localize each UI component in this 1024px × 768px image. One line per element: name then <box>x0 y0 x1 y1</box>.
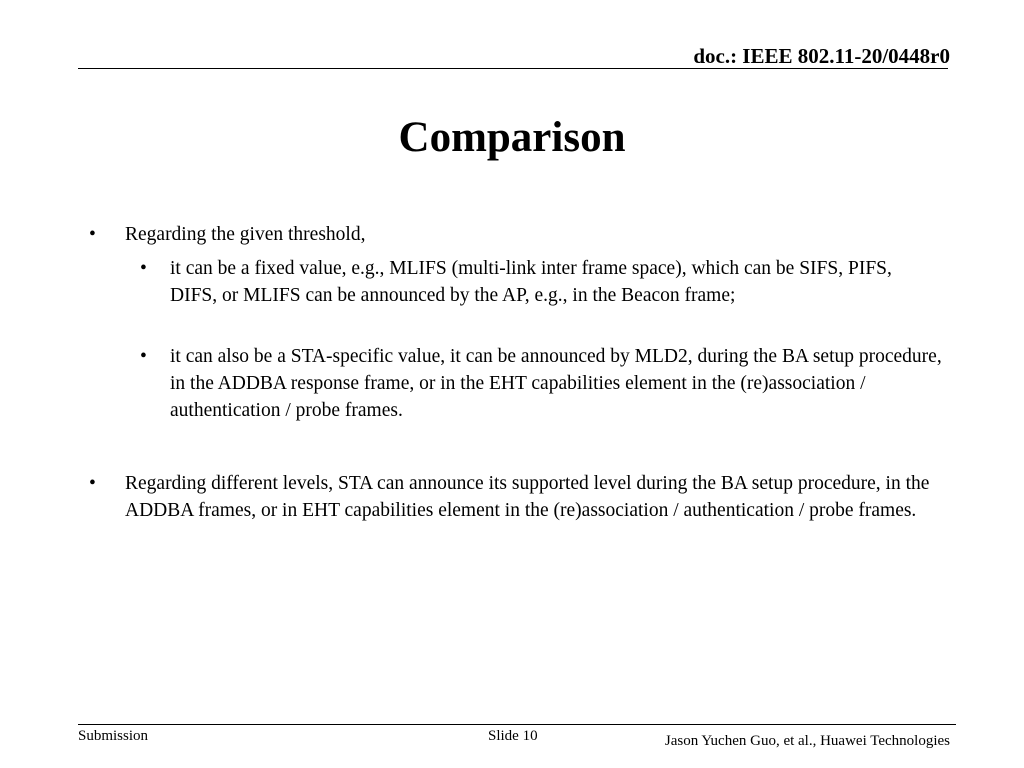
header-divider <box>78 68 948 69</box>
bullet-level2-sta-specific <box>140 343 945 424</box>
footer-divider <box>78 724 956 725</box>
bullet-level1-threshold <box>89 221 945 248</box>
slide-title: Comparison <box>398 114 626 161</box>
bullet-text: it can be a fixed value, e.g., MLIFS (multi-link inter frame space), which can be SIFS, PIFS, DIFS, or MLIFS can be announced by the AP, e.g., in the Beacon frame; <box>170 258 892 306</box>
bullet-text: Regarding the given threshold, <box>125 224 366 245</box>
bullet-level2-fixed-value <box>140 255 930 309</box>
bullet-text: it can also be a STA-specific value, it can be announced by MLD2, during the BA setup procedure, in the ADDBA response frame, or in the EHT capabilities element in the (re)association / authentication / probe frames. <box>170 346 942 421</box>
bullet-marker: • <box>140 258 147 279</box>
bullet-marker: • <box>89 224 96 245</box>
footer-author: Jason Yuchen Guo, et al., Huawei Technologies <box>664 733 950 749</box>
bullet-level1-levels <box>89 470 945 524</box>
bullet-text: Regarding different levels, STA can announce its supported level during the BA setup procedure, in the ADDBA frames, or in EHT capabilities element in the (re)association / authentication / probe frames. <box>125 473 930 521</box>
document-id: doc.: IEEE 802.11-20/0448r0 <box>693 44 950 68</box>
bullet-marker: • <box>89 473 96 494</box>
footer-submission: Submission <box>78 728 149 744</box>
footer-slide-number: Slide 10 <box>488 728 538 744</box>
bullet-marker: • <box>140 346 147 367</box>
